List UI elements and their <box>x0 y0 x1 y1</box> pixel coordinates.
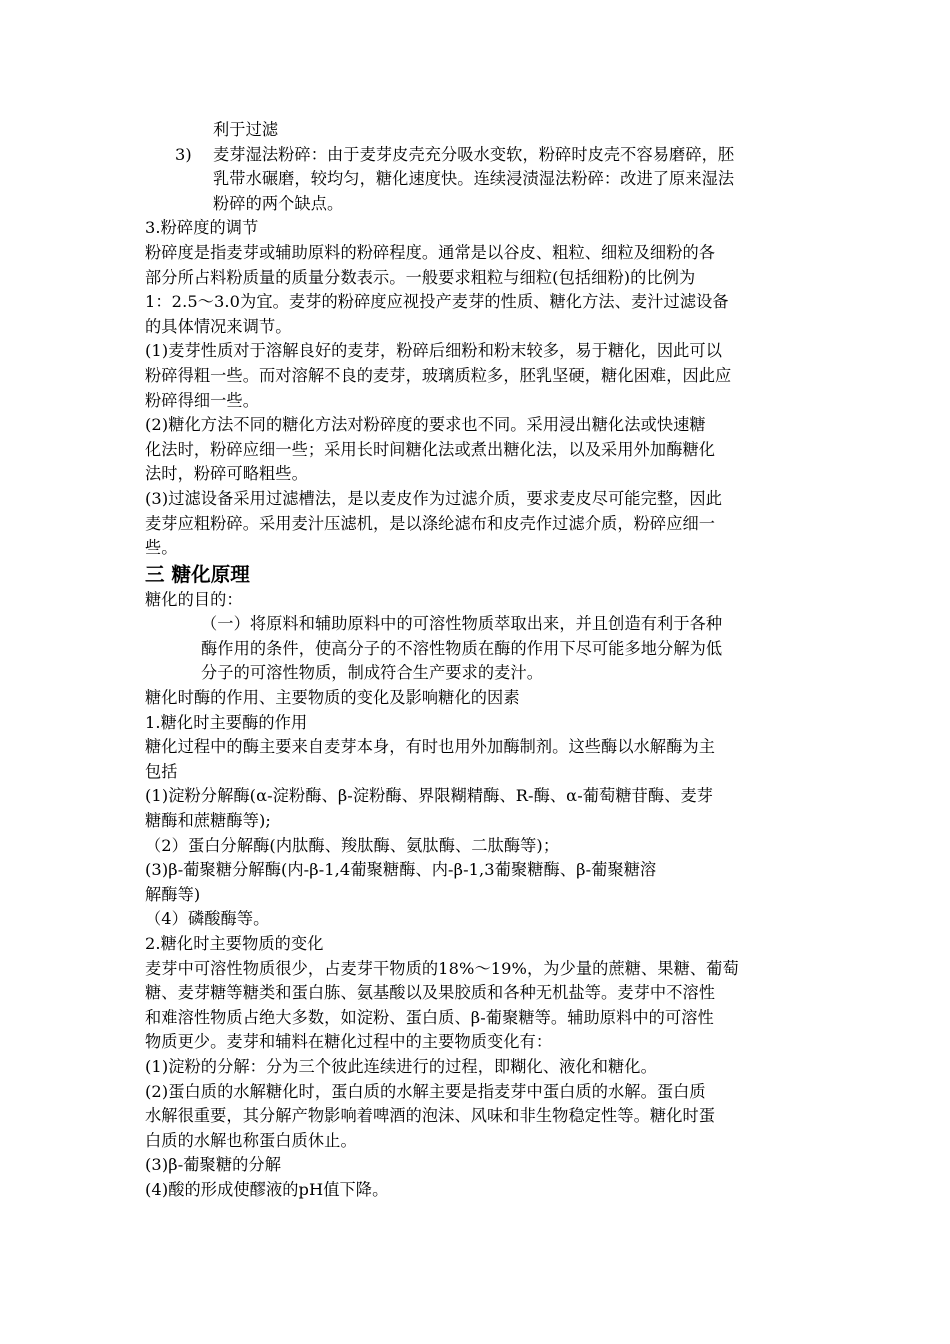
paragraph-line: 部分所占料粉质量的质量分数表示。一般要求粗粒与细粒(包括细粉)的比例为 <box>145 267 696 287</box>
list-item-line: 乳带水碾磨，较均匀，糖化速度快。连续浸渍湿法粉碎：改进了原来湿法 <box>213 169 735 189</box>
paragraph-line: 分子的可溶性物质，制成符合生产要求的麦汁。 <box>201 663 544 683</box>
list-number: 3) <box>175 144 192 164</box>
paragraph-line: (1)麦芽性质对于溶解良好的麦芽，粉碎后细粉和粉末较多，易于糖化，因此可以 <box>145 341 723 361</box>
paragraph-saccharification-method <box>145 413 810 487</box>
paragraph-line: 的具体情况来调节。 <box>145 316 292 336</box>
paragraph-line: 麦芽应粗粉碎。采用麦汁压滤机，是以涤纶滤布和皮壳作过滤介质，粉碎应细一 <box>145 513 716 533</box>
paragraph-malt-property <box>145 339 810 413</box>
enzyme-item-2: （2）蛋白分解酶(内肽酶、羧肽酶、氨肽酶、二肽酶等)； <box>145 835 560 855</box>
enzyme-item-4: （4）磷酸酶等。 <box>145 909 270 929</box>
change-item-3: (3)β-葡聚糖的分解 <box>145 1155 281 1175</box>
paragraph-line: 包括 <box>145 761 178 781</box>
section-title-grinding-degree: 3.粉碎度的调节 <box>145 218 259 238</box>
paragraph-line: 糖化过程中的酶主要来自麦芽本身，有时也用外加酶制剂。这些酶以水解酶为主 <box>145 737 716 757</box>
paragraph-line: 和难溶性物质占绝大多数，如淀粉、蛋白质、β-葡聚糖等。辅助原料中的可溶性 <box>145 1007 714 1027</box>
list-item-line: 麦芽湿法粉碎：由于麦芽皮壳充分吸水变软，粉碎时皮壳不容易磨碎，胚 <box>213 144 735 164</box>
paragraph-line: 粉碎得细一些。 <box>145 390 260 410</box>
paragraph-line: 粉碎得粗一些。而对溶解不良的麦芽，玻璃质粒多，胚乳坚硬，糖化困难，因此应 <box>145 365 732 385</box>
list-item-2-tail: 利于过滤 <box>213 120 279 139</box>
heading-saccharification-principle: 三 糖化原理 <box>145 562 250 586</box>
list-item-line: 粉碎的两个缺点。 <box>213 193 344 213</box>
purpose-item <box>145 612 810 686</box>
paragraph-line: (3)过滤设备采用过滤槽法，是以麦皮作为过滤介质，要求麦皮尽可能完整，因此 <box>145 488 723 508</box>
enzyme-item-3 <box>145 858 810 907</box>
paragraph-line: 麦芽中可溶性物质很少，占麦芽干物质的18%～19%，为少量的蔗糖、果糖、葡萄 <box>145 958 739 978</box>
paragraph-grinding-intro <box>145 241 810 339</box>
paragraph-line: 化法时，粉碎应细一些；采用长时间糖化法或煮出糖化法，以及采用外加酶糖化 <box>145 439 716 459</box>
paragraph-line: 些。 <box>145 538 178 558</box>
paragraph-filter-equipment <box>145 487 810 561</box>
section-title-enzymes: 1.糖化时主要酶的作用 <box>145 712 308 732</box>
paragraph-line: 粉碎度是指麦芽或辅助原料的粉碎程度。通常是以谷皮、粗粒、细粒及细粉的各 <box>145 242 716 262</box>
paragraph-line: 解酶等) <box>145 884 201 904</box>
grinding-methods-list <box>145 118 810 216</box>
paragraph-line: (2)糖化方法不同的糖化方法对粉碎度的要求也不同。采用浸出糖化法或快速糖 <box>145 415 706 435</box>
paragraph-line: (1)淀粉分解酶(α-淀粉酶、β-淀粉酶、界限糊精酶、R-酶、α-葡萄糖苷酶、麦芽 <box>145 786 714 806</box>
paragraph-line: 法时，粉碎可略粗些。 <box>145 464 308 484</box>
paragraph-line: 白质的水解也称蛋白质休止。 <box>145 1130 357 1150</box>
paragraph-line: 酶作用的条件，使高分子的不溶性物质在酶的作用下尽可能多地分解为低 <box>201 638 723 658</box>
purpose-label: 糖化的目的： <box>145 589 243 609</box>
paragraph-line: 糖、麦芽糖等糖类和蛋白胨、氨基酸以及果胶质和各种无机盐等。麦芽中不溶性 <box>145 983 716 1003</box>
paragraph-line: (3)β-葡聚糖分解酶(内-β-1,4葡聚糖酶、内-β-1,3葡聚糖酶、β-葡聚糖溶 <box>145 860 657 880</box>
paragraph-line: (2)蛋白质的水解糖化时，蛋白质的水解主要是指麦芽中蛋白质的水解。蛋白质 <box>145 1081 706 1101</box>
enzyme-item-1 <box>145 784 810 833</box>
change-item-2 <box>145 1080 810 1154</box>
section-title-substance-changes: 2.糖化时主要物质的变化 <box>145 934 324 953</box>
enzyme-intro: 糖化时酶的作用、主要物质的变化及影响糖化的因素 <box>145 688 520 708</box>
paragraph-enzyme-desc <box>145 735 810 784</box>
paragraph-change-desc <box>145 957 810 1055</box>
change-item-1: (1)淀粉的分解：分为三个彼此连续进行的过程，即糊化、液化和糖化。 <box>145 1056 657 1076</box>
list-item-3 <box>175 143 810 217</box>
paragraph-line: （一）将原料和辅助原料中的可溶性物质萃取出来，并且创造有利于各种 <box>201 614 723 634</box>
paragraph-line: 1：2.5～3.0为宜。麦芽的粉碎度应视投产麦芽的性质、糖化方法、麦汁过滤设备 <box>145 292 729 312</box>
paragraph-line: 糖酶和蔗糖酶等); <box>145 811 271 831</box>
paragraph-line: 物质更少。麦芽和辅料在糖化过程中的主要物质变化有： <box>145 1032 553 1052</box>
document-body <box>145 118 810 1203</box>
change-item-4: (4)酸的形成使醪液的pH值下降。 <box>145 1179 389 1199</box>
paragraph-line: 水解很重要，其分解产物影响着啤酒的泡沫、风味和非生物稳定性等。糖化时蛋 <box>145 1106 716 1126</box>
